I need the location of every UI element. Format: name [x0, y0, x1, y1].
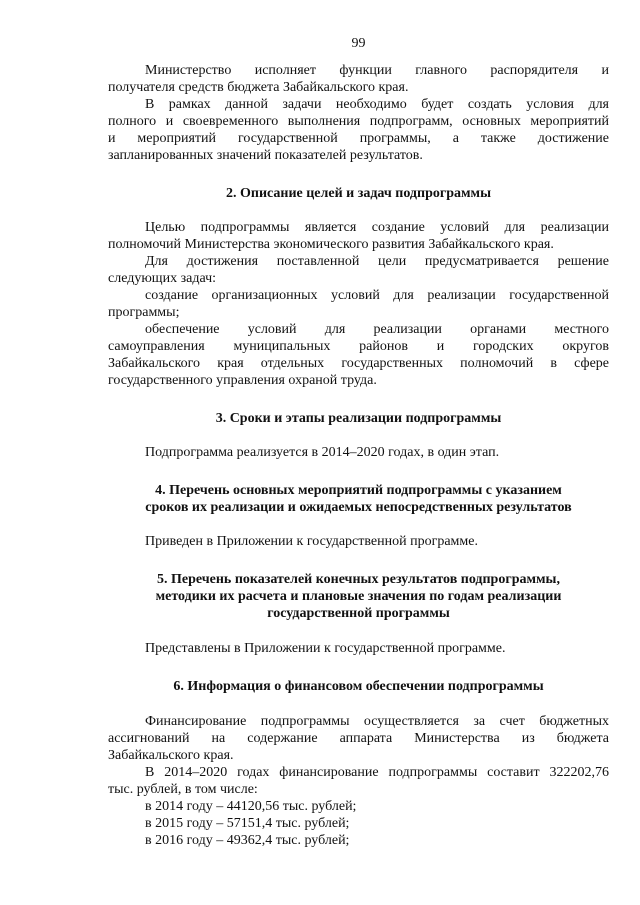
- task-item-2: [108, 321, 609, 389]
- text-line: Для достижения поставленной цели предусматривается решение: [145, 254, 609, 269]
- text-line: Министерство исполняет функции главного распорядителя и: [145, 63, 609, 78]
- heading-line: государственной программы: [267, 606, 450, 621]
- funding-2015: в 2015 году – 57151,4 тыс. рублей;: [145, 816, 350, 831]
- section-6-heading: 6. Информация о финансовом обеспечении подпрограммы: [173, 679, 544, 694]
- funding-2014: в 2014 году – 44120,56 тыс. рублей;: [145, 799, 357, 814]
- funding-2016: в 2016 году – 49362,4 тыс. рублей;: [145, 833, 350, 848]
- text-line: создание организационных условий для реализации государственной: [145, 288, 609, 303]
- section-4-heading: [108, 482, 609, 516]
- text-line: программы;: [108, 305, 180, 320]
- section-4-text: Приведен в Приложении к государственной программе.: [145, 534, 478, 549]
- task-item-1: [108, 287, 609, 321]
- text-line: ассигнований на содержание аппарата Министерства из бюджета: [108, 731, 609, 746]
- section-2-heading: 2. Описание целей и задач подпрограммы: [225, 186, 492, 201]
- text-line: Забайкальского края.: [108, 748, 234, 763]
- section-2-paragraph-2: [108, 253, 609, 287]
- section-5-heading: [108, 571, 609, 622]
- intro-paragraph-2: [108, 96, 609, 164]
- text-line: Забайкальского края отдельных государственных полномочий в сфере: [108, 356, 609, 371]
- text-line: В 2014–2020 годах финансирование подпрограммы составит 322202,76: [145, 765, 609, 780]
- heading-line: 5. Перечень показателей конечных результатов подпрограммы,: [157, 572, 560, 587]
- section-3-text: Подпрограмма реализуется в 2014–2020 годах, в один этап.: [145, 445, 500, 460]
- text-line: Целью подпрограммы является создание условий для реализации: [145, 220, 609, 235]
- text-line: Финансирование подпрограммы осуществляется за счет бюджетных: [145, 714, 609, 729]
- heading-line: сроков их реализации и ожидаемых непосредственных результатов: [145, 500, 572, 515]
- text-line: тыс. рублей, в том числе:: [108, 782, 258, 797]
- text-line: получателя средств бюджета Забайкальского края.: [108, 80, 409, 95]
- text-line: полномочий Министерства экономического развития Забайкальского края.: [108, 237, 554, 252]
- page-number: 99: [351, 36, 366, 51]
- section-6-paragraph-1: [108, 713, 609, 764]
- text-line: государственного управления охраной труда.: [108, 373, 377, 388]
- heading-line: 4. Перечень основных мероприятий подпрограммы с указанием: [155, 483, 562, 498]
- section-6-paragraph-2: [108, 764, 609, 798]
- text-line: запланированных значений показателей результатов.: [108, 148, 423, 163]
- text-line: В рамках данной задачи необходимо будет создать условия для: [145, 97, 609, 112]
- section-5-text: Представлены в Приложении к государственной программе.: [145, 641, 506, 656]
- text-line: самоуправления муниципальных районов и городских округов: [108, 339, 609, 354]
- text-line: следующих задач:: [108, 271, 217, 286]
- heading-line: методики их расчета и плановые значения по годам реализации: [155, 589, 562, 604]
- text-line: и мероприятий государственной программы, а также достижение: [108, 131, 609, 146]
- text-line: обеспечение условий для реализации органами местного: [145, 322, 609, 337]
- intro-paragraph-1: [108, 62, 609, 96]
- section-2-paragraph-1: [108, 219, 609, 253]
- section-3-heading: 3. Сроки и этапы реализации подпрограммы: [215, 411, 502, 426]
- text-line: полного и своевременного выполнения подпрограмм, основных мероприятий: [108, 114, 609, 129]
